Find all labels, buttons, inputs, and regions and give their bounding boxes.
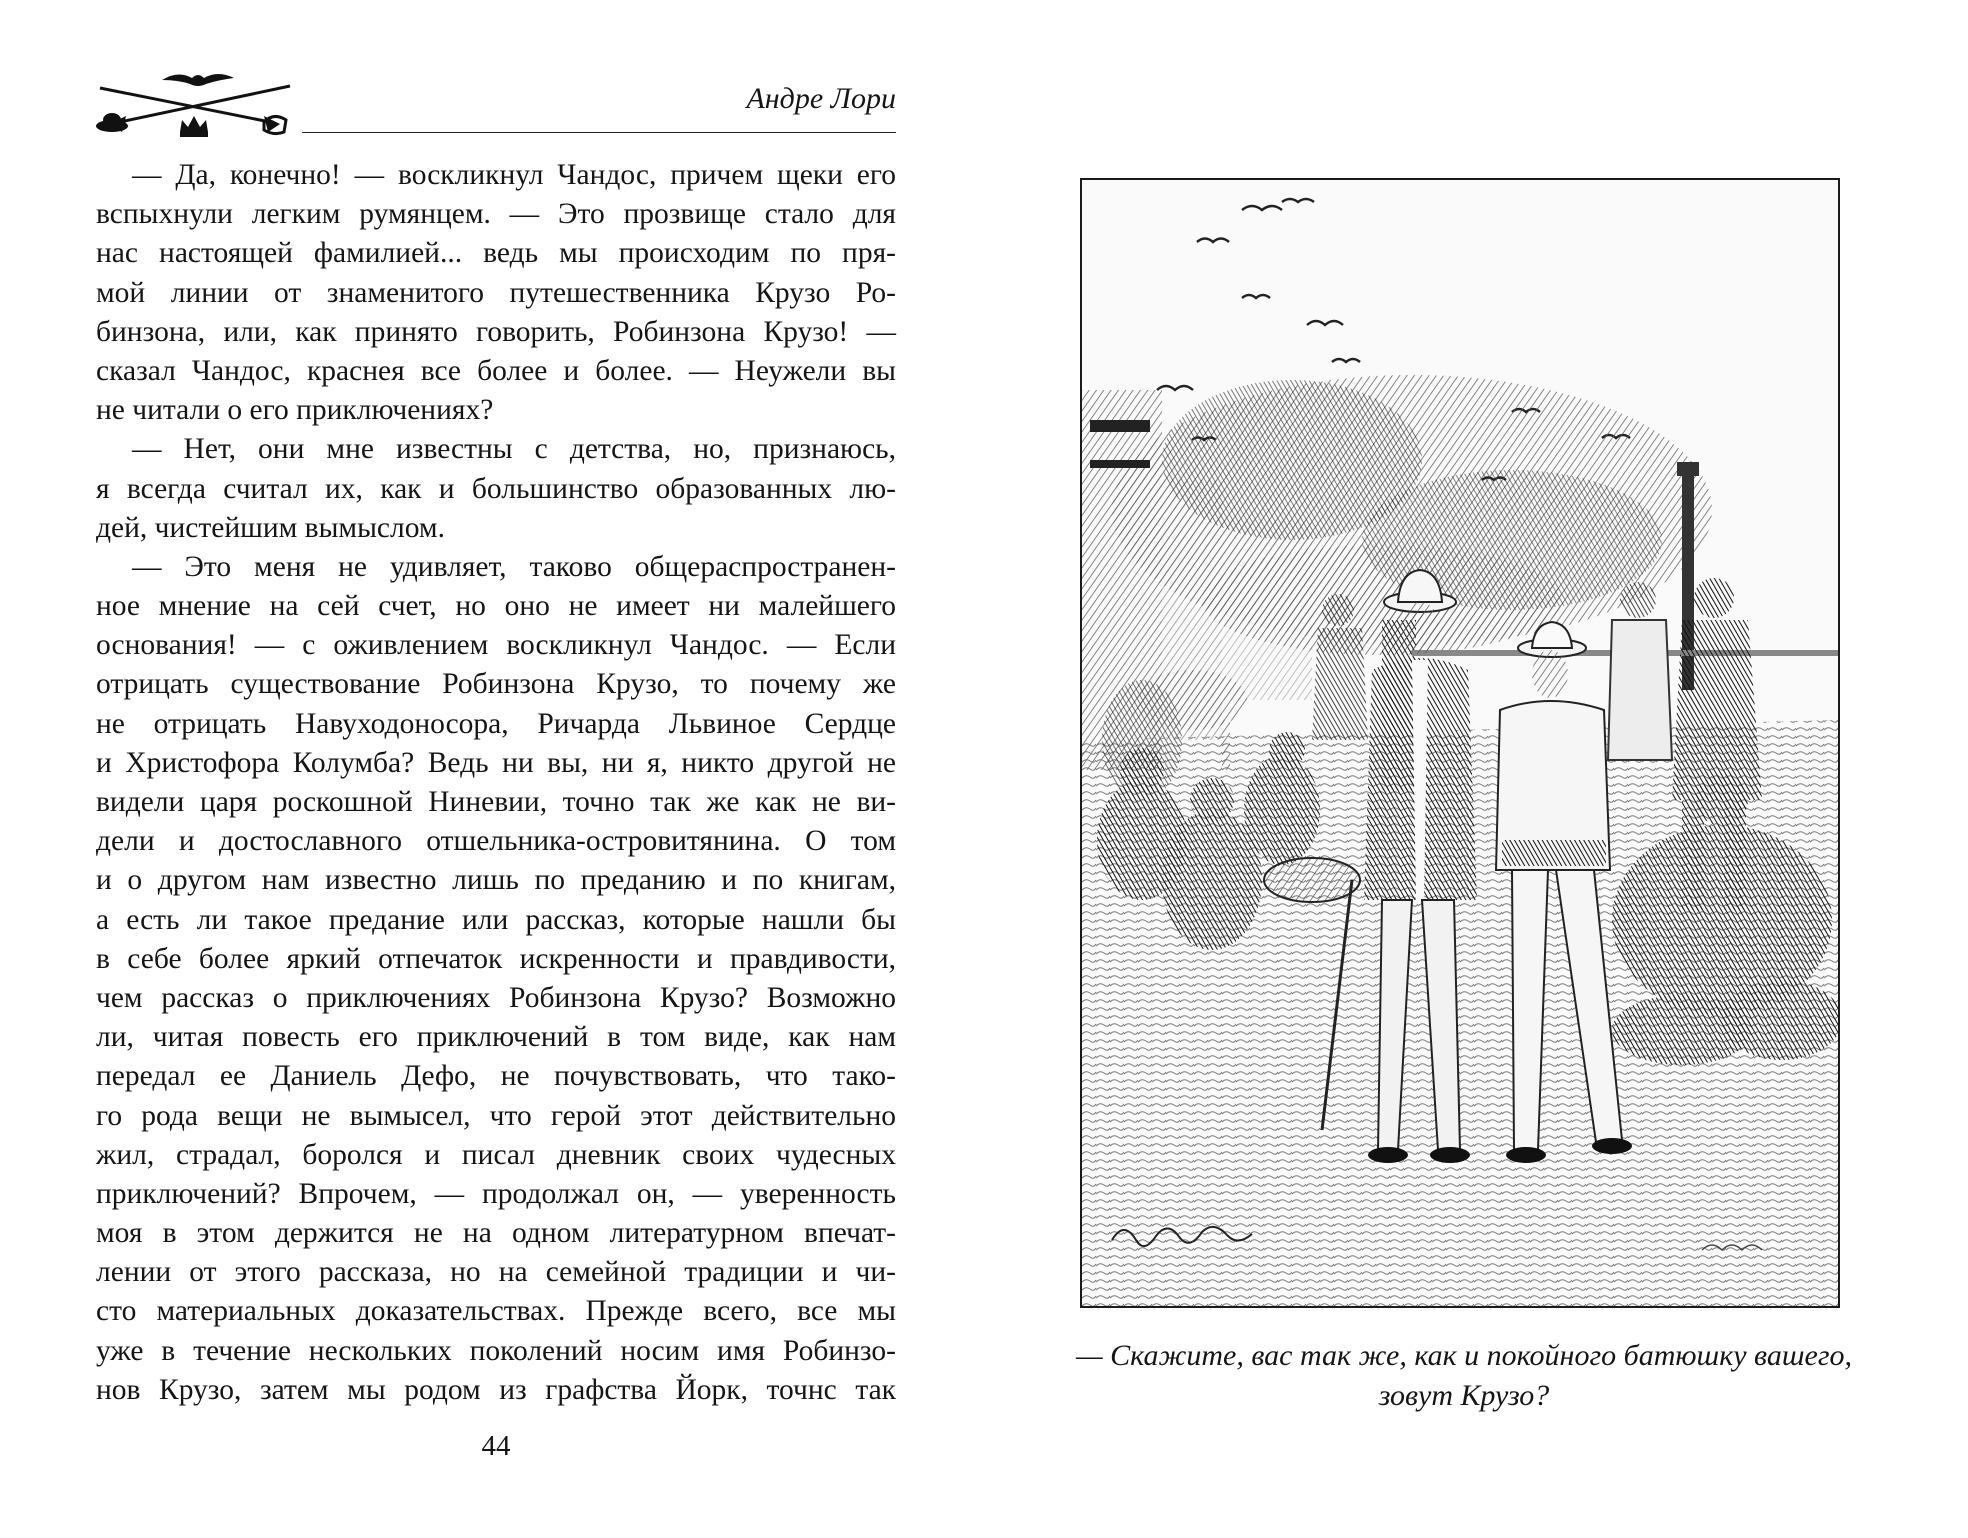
text-line: передал ее Даниель Дефо, не почувствовать, что тако-: [96, 1060, 896, 1093]
text-line: лении от этого рассказа, но на семейной традиции и чи-: [96, 1256, 896, 1289]
text-line: бинзона, или, как принято говорить, Робинзона Крузо! —: [96, 315, 896, 348]
text-line: отрицать существование Робинзона Крузо, то почему же: [96, 668, 896, 701]
engraving-two-men-street-scene: [1082, 180, 1838, 1306]
text-line: основания! — с оживлением воскликнул Чандос. — Если: [96, 629, 896, 662]
text-line: я всегда считал их, как и большинство образованных лю-: [96, 472, 896, 505]
text-line: моя в этом держится не на одном литературном впечат-: [96, 1217, 896, 1250]
text-line: и Христофора Колумба? Ведь ни вы, ни я, никто другой не: [96, 746, 896, 779]
header-rule: [302, 132, 896, 133]
text-line: ное мнение на сей счет, но оно не имеет ни малейшего: [96, 590, 896, 623]
page-number: 44: [481, 1430, 511, 1462]
illustration-caption: [1044, 1336, 1884, 1416]
body-text: [96, 156, 896, 1410]
right-page: [984, 0, 1968, 1538]
text-line: не читали о его приключениях?: [96, 394, 494, 427]
text-line: приключений? Впрочем, — продолжал он, — уверенность: [96, 1177, 896, 1210]
text-line: чем рассказ о приключениях Робинзона Крузо? Возможно: [96, 981, 896, 1014]
text-line: сказал Чандос, краснея все более и более. — Неужели вы: [96, 354, 896, 387]
text-line: уже в течение нескольких поколений носим имя Робинзо-: [96, 1334, 896, 1367]
text-line: а есть ли такое предание или рассказ, которые нашли бы: [96, 903, 896, 936]
text-line: сто материальных доказательствах. Прежде всего, все мы: [96, 1295, 896, 1328]
text-line: го рода вещи не вымысел, что герой этот действительно: [96, 1099, 896, 1132]
engraving-illustration: [1080, 178, 1840, 1308]
running-head-author: Андре Лори: [746, 82, 896, 115]
text-line: нас настоящей фамилией... ведь мы происходим по пря-: [96, 237, 896, 270]
text-line: нов Крузо, затем мы родом из графства Йорк, точнс так: [96, 1373, 896, 1406]
caption-line: зовут Крузо?: [1378, 1379, 1550, 1412]
text-line: — Нет, они мне известны с детства, но, признаюсь,: [132, 433, 896, 466]
text-line: мой линии от знаменитого путешественника Крузо Ро-: [96, 276, 896, 309]
text-line: — Да, конечно! — воскликнул Чандос, причем щеки его: [132, 159, 896, 191]
crossed-swords-eagle-crown-icon: [94, 66, 294, 144]
text-line: видели царя роскошной Ниневии, точно так же как не ви-: [96, 786, 896, 818]
text-line: дели и достославного отшельника-островитянина. О том: [96, 825, 896, 858]
caption-line: — Скажите, вас так же, как и покойного батюшку вашего,: [1075, 1339, 1853, 1372]
text-line: в себе более яркий отпечаток искренности и правдивости,: [96, 942, 896, 975]
text-line: и о другом нам известно лишь по преданию и по книгам,: [96, 864, 896, 897]
text-line: вспыхнули легким румянцем. — Это прозвище стало для: [96, 198, 896, 231]
text-line: не отрицать Навуходоносора, Ричарда Львиное Сердце: [96, 707, 896, 740]
text-line: — Это меня не удивляет, таково общераспространен-: [132, 550, 896, 583]
text-line: ли, читая повесть его приключений в том виде, как нам: [96, 1021, 896, 1054]
text-line: жил, страдал, боролся и писал дневник своих чудесных: [96, 1138, 896, 1171]
text-line: дей, чистейшим вымыслом.: [96, 511, 445, 544]
